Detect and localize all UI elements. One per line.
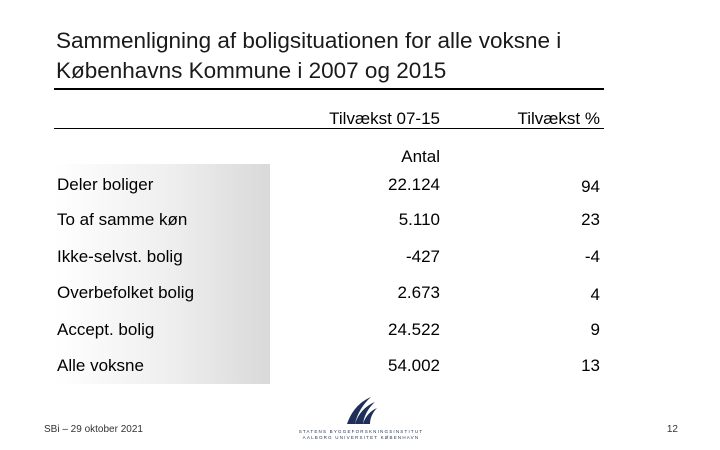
row-label: To af samme køn [57,210,188,229]
sbi-logo [296,394,426,442]
row-label: Deler boliger [57,175,154,194]
row-growth-pct: 23 [581,210,600,229]
row-growth-pct: -4 [584,247,600,266]
column-header-growth: Tilvækst 07-15 [329,109,440,128]
row-growth-pct: 9 [590,320,600,339]
table-row [0,320,720,356]
table-row [0,175,720,211]
footer-date: SBi – 29 oktober 2021 [44,424,143,435]
slide-title: Sammenligning af boligsituationen for alle voksne i Københavns Kommune i 2007 og 2015 [56,28,562,83]
table-row [0,210,720,246]
row-growth: 54.002 [388,356,440,375]
top-rule [54,88,604,90]
sbi-logo-text-1: STATENS BYGGEFORSKNINGSINSTITUT [298,429,424,434]
table-row [0,283,720,319]
page-number: 12 [666,424,678,435]
row-label: Ikke-selvst. bolig [57,247,183,266]
row-growth-pct: 94 [581,177,600,196]
row-growth-pct: 4 [590,285,600,304]
column-header-growth-pct: Tilvækst % [517,109,600,128]
row-growth-pct: 13 [581,356,600,375]
row-label: Alle voksne [57,356,144,375]
row-label: Accept. bolig [57,320,155,339]
table-row [0,356,720,392]
row-growth: 22.124 [388,175,440,194]
row-growth: 5.110 [398,210,440,229]
row-growth: 2.673 [397,283,440,302]
row-label: Overbefolket bolig [57,283,195,302]
row-growth: 24.522 [388,320,440,339]
sbi-logo-text-2: AALBORG UNIVERSITET KØBENHAVN [302,435,420,440]
table-row [0,247,720,283]
row-growth: -427 [405,247,440,266]
column-unit-label: Antal [401,147,440,166]
sbi-logo-icon [341,394,381,426]
